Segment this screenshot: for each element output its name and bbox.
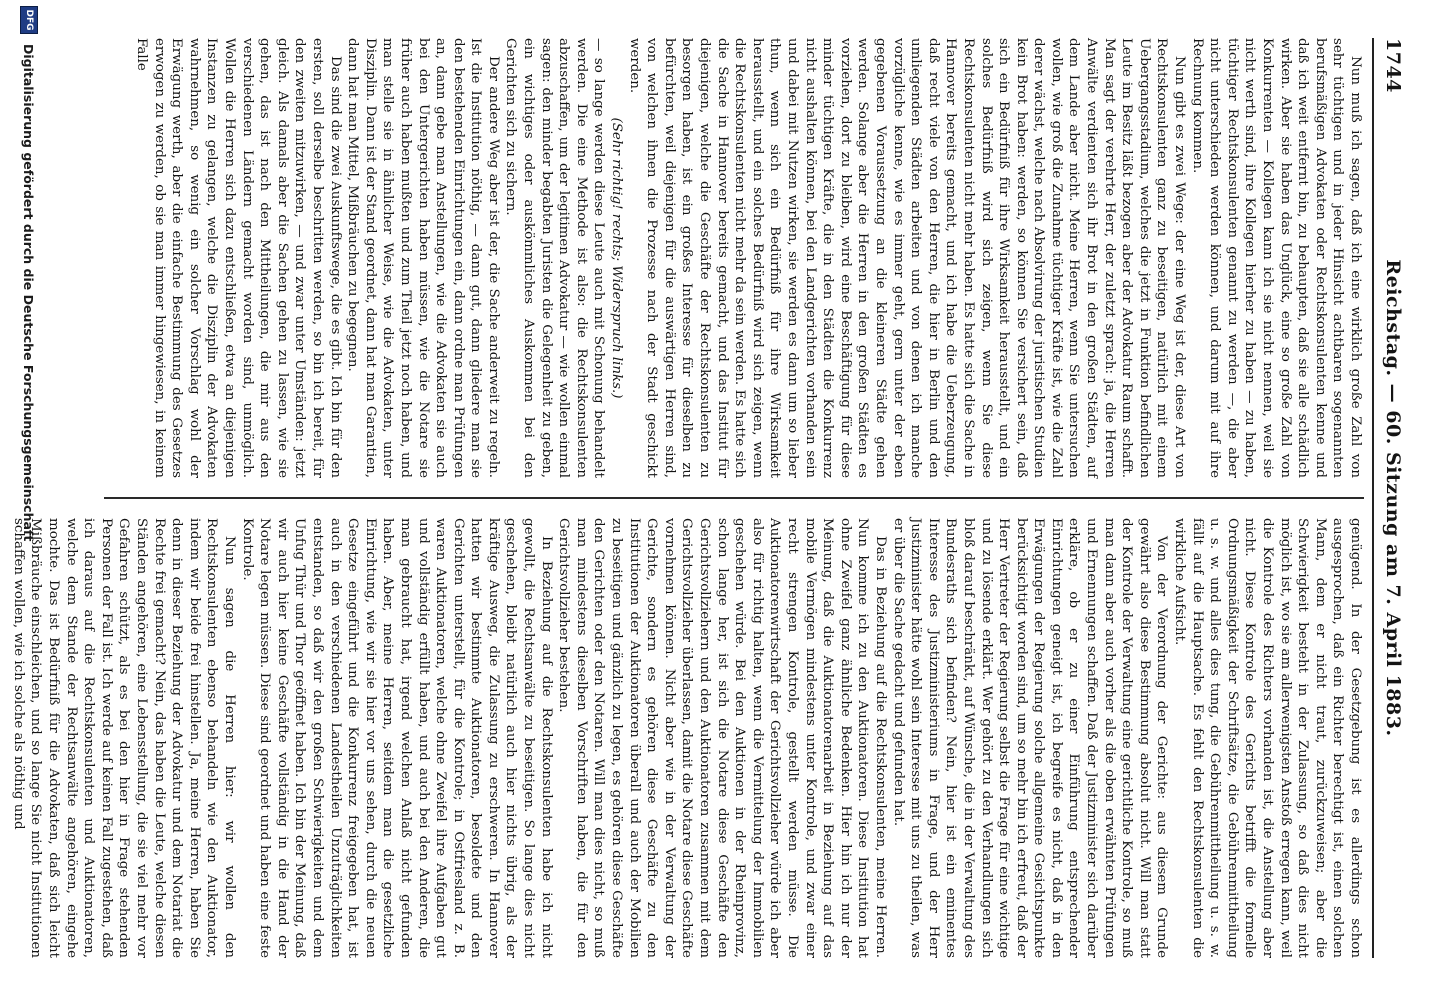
left-column	[104, 38, 1364, 478]
paragraph: Das in Beziehung auf die Rechtskonsulenten, meine Herren. Nun komme ich zu den Auktionatoren. Diese Institution hat ohne Zweifel ganz ähnliche Bedenken. Hier hin ich nur der Meinung, daß die Auktionatorenarbeit in Beziehung auf das mobile Vermögen mindestens unter Kontrole, und zwar einer recht strengen Kontrole, gestellt werden müsse. Die Auktionatorenwirtschaft der Gerichtsvollzieher würde ich aber also für richtig halten, wenn die Vermittelung der Immobilien geschehen würde. Bei den Auktionen in der Rheinprovinz, schon lange her, ist sich die Notare diese Geschäfte den Gerichtsvollziehern und den Auktionatoren zusammen mit dem Gerichtsvollzieher überlassen, damit die Notare diese Geschäfte vornehmen können. Nicht aber wie in der Verwaltung der Gerichte, sondern es gehören diese Geschäfte zu den Institutionen der Auktionatoren überall und auch der Mobilien zu beseitigen und gänzlich zu legen, es gehören diese Geschäfte den Gerichten oder den Notaren. Will man dies nicht, so muß man mindestens dieselben Vorschriften haben, die für den Gerichtsvollzieher bestehen.	[556, 518, 888, 958]
paragraph: — so lange werden diese Leute auch mit Schonung behandelt werden. Die eine Methode ist also: die Rechtskonsulenten abzuschaffen, um der legitimen Advokatur — wie wollen einmal sagen: den minder begabten Juristen die Gelegenheit zu geben, ein wichtiges oder auskömmliches Auskommen bei den Gerichten sich zu sichern.	[503, 38, 607, 478]
page-number: 1744	[1382, 38, 1404, 93]
right-column	[10, 518, 1364, 958]
paragraph: genügend. In der Gesetzgebung ist es allerdings schon ausgesprochen, daß ein Richter berechtigt ist, einen solchen Mann, dem er nicht traut, zurückzuweisen; aber die Schwierigkeit besteht in der Zulassung, so daß dies nicht möglich ist, wo sie am allerwenigsten Anstoß erregen kann, weil die Kontrole des Richters vorhanden ist, die Anstellung aber nicht. Diese Kontrole des Gerichts betrifft die formelle Ordnungsmäßigkeit der Schriftsätze, die Gebührenmittheilung u. s. w. und alles dies tung, die Gebührenmittheilung u. s. w. fällt auf die Hauptsache. Es fehlt den Rechtskonsulenten die wirkliche Aufsicht.	[1172, 518, 1363, 958]
header-rule	[1372, 38, 1374, 958]
paragraph: Nun muß ich sagen, daß ich eine wirklich große Zahl von sehr tüchtigen und in jeder Hinsicht achtbaren sogenannten berufsmäßigen Advokaten oder Rechtskonsulenten kenne und daß ich weit entfernt bin, zu behaupten, daß sie alle schädlich wirken. Aber sie haben das Unglück, eine so große Zahl von Konkurrenten — Kollegen kann ich sie nicht nennen, weil sie nicht werth sind, ihre Kollegen hierher zu haben — zu haben, tüchtiger Rechtskonsulenten genannt zu werden —, die aber nicht unterschieden werden können, und darum mit auf ihre Rechnung kommen.	[1189, 38, 1363, 478]
paragraph: Nun gibt es zwei Wege: der eine Weg ist der, diese Art von Rechtskonsulenten ganz zu beseitigen, natürlich mit einem Uebergangsstadium, welches die jetzt in Funktion befindlichen Leute im Besitz läßt bezogen aber der Advokatur Raum schafft. Man sagt der verehrte Herr, der zuletzt sprach: ja, die Herren Anwälte verdienten sich ihr Brot in den großen Städten, auf dem Lande aber nicht. Meine Herren, wenn Sie untersuchen wollen, wie groß die Zunahme tüchtiger Kräfte ist, wie die Zahl derer wächst, welche nach Absolvirung der juristischen Studien kein Brot haben: werden, so können Sie versichert sein, daß sich ein Bedürfniß für ihre Wirksamkeit herausstellt, und ein solches Bedürfniß wird sich zeigen, wenn Sie diese Rechtskonsulenten nicht mehr haben. Es hatte sich die Sache in Hannover bereits gemacht, und ich habe die Ueberzeugung, daß recht viele von den Herren, die hier in Berlin und den umliegenden Städten arbeiten und von denen ich manche vorzügliche kenne, wie es immer geht, gern unter der eben gegebenen Voraussetzung an die kleineren Städte gehen werden. Solange aber die Herren in den großen Städten es vorziehen, dort zu bleiben, wird eine Beschäftigung für diese minder tüchtigen Kräfte, die in den Städten die Konkurrenz nicht aushalten können, bei den Landgerichten vorhanden sein und dabei mit Nutzen wirken, sie werden es dann um so lieber thun, wenn sich ein Bedürfniß für ihre Wirksamkeit herausstellt, und ein solches Bedürfniß wird sich zeigen, wenn die Rechtskonsulenten nicht mehr da sein werden. Es hatte sich die Sache in Hannover bereits gemacht, und das Institut für diejenigen, welche die Geschäfte der Rechtskonsulenten zu besorgen haben, ist ein großes Interesse für dieselben zu befürchten, weil diejenigen für die auswärtigen Herren sind, von welchen ihnen die Prozesse nach der Stadt geschickt werden.	[626, 38, 1188, 478]
paragraph: Das sind die zwei Auskunftswege, die es gibt. Ich bin für den ersten, soll derselbe beschritten werden, so bin ich bereit, für den zweiten mitzuwirken, — und zwar unter Umständen: jetzt gleich. Als damals aber die Sachen gehen zu lassen, wie sie gehen, das ist nach den Mittheilungen, die mir aus den verschiedenen Ländern gemacht worden sind, unmöglich. Wollen die Herren sich dazu entschließen, etwa an diejenigen Instanzen zu gelangen, welche die Disziplin der Advokaten wahrnehmen, so wenig ein solcher Vorschlag wohl der Erwägung werth, aber die einfache Bestimmung des Gesetzes erwogen zu werden, ob sie man immer hingewiesen, in keinem Falle	[134, 38, 343, 478]
interjection: (Sehr richtig! rechts; Widerspruch links.)	[609, 117, 625, 399]
digitization-credit: Digitalisierung gefördert durch die Deutsche Forschungsgemeinschaft	[21, 44, 36, 542]
running-title: Reichstag. — 60. Sitzung am 7. April 1883.	[1382, 259, 1404, 737]
dfg-logo: DFG	[20, 6, 38, 34]
column-separator	[104, 497, 1364, 499]
paragraph: In Beziehung auf die Rechtskonsulenten habe ich nicht gewollt, die Rechtsanwälte zu beseitigen. So lange dies nicht geschehen, bleibt natürlich auch hier nichts übrig, als der kräftige Ausweg, die Zulassung zu erschweren. In Hannover hatten wir bestimmte Auktionatoren, besoldete und den Gerichten unterstellt, für die Kontrole; in Ostfriesland z. B. waren Auktionatoren, welche ohne Zweifel ihre Aufgaben gut und vollständig erfüllt haben, und auch bei den Anderen, die man gebraucht hat, irgend welchen Anlaß nicht gefunden haben. Aber, meine Herren, seitdem man die gesetzliche Einrichtung, wie wir sie hier vor uns sehen, durch die neuen Gesetze eingeführt und die Konkurrenz freigegeben hat, ist auch in den verschiedenen Landestheilen Unzuträglichkeiten entstanden, so daß wir den großen Schwierigkeiten und dem Unfug Thür und Thor geöffnet haben. Ich bin der Meinung, daß wir auch hier keine Geschäfte vollständig in die Hand der Notare legen müssen. Diese sind geordnet und haben eine feste Kontrole.	[239, 518, 554, 958]
paragraph: Nun sagen die Herren hier: wir wollen den Rechtskonsulenten ebenso behandeln wie den Auktionator, indem wir beide frei hinstellen. Ja, meine Herren, haben Sie denn in dieser Beziehung der Advokatur und dem Notariat die Rechte frei gemacht? Nein, das haben die Leute, welche diesen Ständen angehören, eine Lebensstellung, die sie viel mehr vor Gefahren schützt, als es bei den hier in Frage stehenden Personen der Fall ist. Ich werde auf keinen Fall zugestehen, daß ich daraus auf die Rechtskonsulenten und Auktionatoren, welche dem Stande der Rechtsanwälte angehören, eingehe mochte. Das ist Bedürfniß für die Advokaten, daß sich leicht Mißbräuche einschleichen, und so lange Sie nicht Institutionen schaffen wollen, wie ich solche als nöthig und	[10, 518, 237, 958]
running-head	[1378, 38, 1404, 958]
paragraph: Von der Verordnung der Gerichte: aus diesem Grunde gewährt also diese Bestimmung absolut nicht. Will man statt der Kontrole der Verwaltung eine gerichtliche Kontrole, so muß man dann aber auch vorher als die oben erwähnten Prüfungen und Ernennungen schaffen. Daß der Justizminister sich darüber erkläre, ob er zu einer Einführung entsprechender Einrichtungen geneigt ist, ich begreife es nicht, daß in den Erwägungen der Regierung solche allgemeine Gesichtspunkte berücksichtigt worden sind, um so mehr bin ich erfreut, daß der Herr Vertreter der Regierung selbst die Frage für eine wichtige und zu lösende erklärt. Wer gehört zu den Verhandlungen sich bloß darauf beschränkt, auf Wünsche, die in der Verwaltung des Bundesraths sich befinden? Nein, hier ist ein eminentes Interesse des Justizministeriums in Frage, und der Herr Justizminister hätte wohl sein Interesse mit uns zu theilen, was er über die Sache gedacht und gefunden hat.	[890, 518, 1170, 958]
paragraph: Der andere Weg aber ist der, die Sache anderweit zu regeln. Ist die Institution nöthig, — dann gut, dann gliedere man sie den bestehenden Einrichtungen ein, dann ordne man Prüfungen an, dann gebe man Anstellungen, wie die Advokaten sie auch bei den Untergerichten haben müssen, wie die Notare sie früher auch haben mußten und zum Theil jetzt noch haben, und man stelle sie in ähnlicher Weise, wie die Advokaten, unter Disziplin. Dann ist der Stand geordnet, dann hat man Garantien, dann hat man Mittel, Mißbräuchen zu begegnen.	[345, 38, 501, 478]
digitization-credit-strip	[10, 0, 40, 1000]
